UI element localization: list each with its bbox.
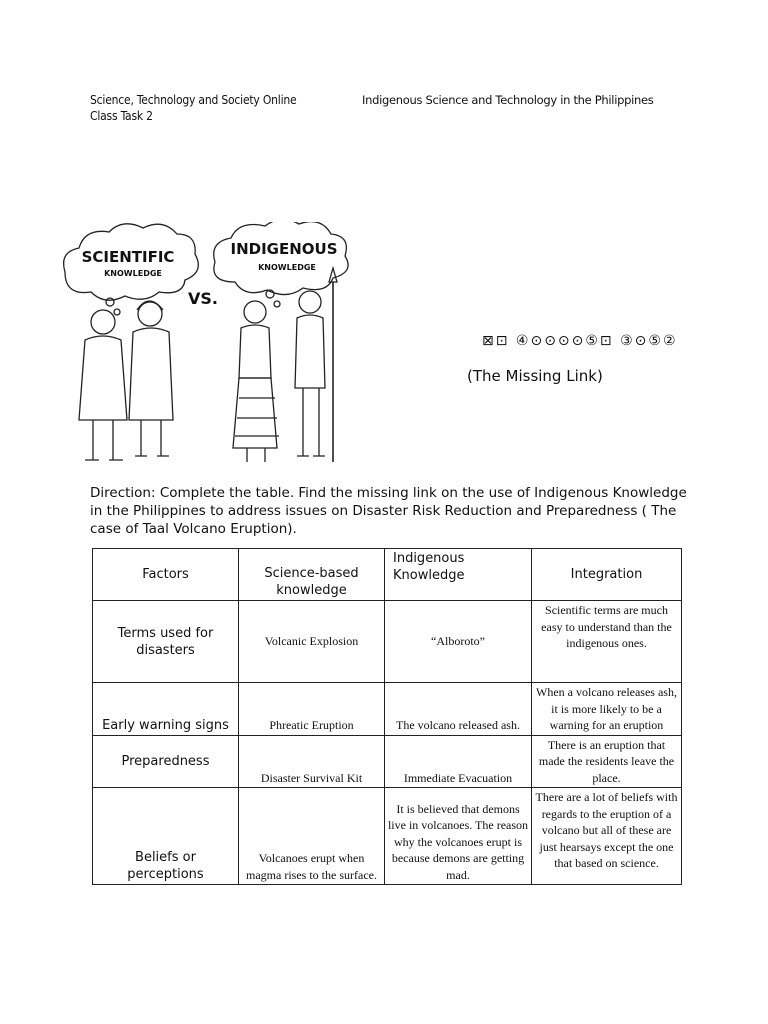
cell-integration: There are a lot of beliefs with regards to the eruption of a volcano but all of these are just hearsays except the one that based on science. bbox=[532, 788, 682, 885]
table-row bbox=[93, 683, 682, 736]
bubble-right-word: INDIGENOUS bbox=[230, 240, 338, 258]
cell-factor: Beliefs or perceptions bbox=[93, 788, 239, 885]
cell-science: Volcanoes erupt when magma rises to the surface. bbox=[239, 788, 385, 885]
thought-cloud-right bbox=[214, 222, 348, 295]
worksheet-subtitle: (The Missing Link) bbox=[467, 367, 603, 385]
header-integration: Integration bbox=[532, 549, 682, 601]
cell-indigenous: Immediate Evacuation bbox=[385, 735, 532, 788]
cell-indigenous: The volcano released ash. bbox=[385, 683, 532, 736]
cell-science: Phreatic Eruption bbox=[239, 683, 385, 736]
cell-factor: Early warning signs bbox=[93, 683, 239, 736]
cell-integration: There is an eruption that made the residents leave the place. bbox=[532, 735, 682, 788]
cell-indigenous: “Alboroto” bbox=[385, 601, 532, 683]
direction-text: Direction: Complete the table. Find the missing link on the use of Indigenous Knowledge in the Philippines to address issues on Disaster Risk Reduction and Preparedness ( The case of Taal Volcano Eruption). bbox=[90, 485, 687, 537]
bubble-left-word: SCIENTIFIC bbox=[81, 248, 175, 266]
scientist-man-figure bbox=[79, 310, 127, 460]
cell-factor: Terms used for disasters bbox=[93, 601, 239, 683]
bubble-right-sub: KNOWLEDGE bbox=[258, 263, 316, 272]
scientist-woman-figure bbox=[129, 301, 173, 456]
worksheet-title-symbols: ⊠⊡ ④⊙⊙⊙⊙⑤⊡ ③⊙⑤② bbox=[482, 333, 678, 349]
indigenous-man-figure bbox=[295, 268, 337, 462]
header-science: Science-based knowledge bbox=[239, 549, 385, 601]
indigenous-woman-figure bbox=[233, 301, 279, 462]
cell-science: Disaster Survival Kit bbox=[239, 735, 385, 788]
cell-factor: Preparedness bbox=[93, 735, 239, 788]
table-header-row bbox=[93, 549, 682, 601]
table-row bbox=[93, 788, 682, 885]
header-factors: Factors bbox=[93, 549, 239, 601]
cell-indigenous: It is believed that demons live in volcanoes. The reason why the volcanoes erupt is because demons are getting mad. bbox=[385, 788, 532, 885]
cell-science: Volcanic Explosion bbox=[239, 601, 385, 683]
table-row bbox=[93, 601, 682, 683]
table-row bbox=[93, 735, 682, 788]
missing-link-table bbox=[92, 548, 682, 885]
cell-integration: Scientific terms are much easy to understand than the indigenous ones. bbox=[532, 601, 682, 683]
scientific-vs-indigenous-illustration bbox=[55, 222, 370, 470]
vs-label: VS. bbox=[188, 289, 218, 308]
header-indigenous: Indigenous Knowledge bbox=[385, 549, 532, 601]
bubble-left-sub: KNOWLEDGE bbox=[104, 269, 162, 278]
course-title: Science, Technology and Society Online Class Task 2 bbox=[90, 93, 297, 123]
cell-integration: When a volcano releases ash, it is more likely to be a warning for an eruption bbox=[532, 683, 682, 736]
topic-title: Indigenous Science and Technology in the Philippines bbox=[362, 93, 654, 107]
